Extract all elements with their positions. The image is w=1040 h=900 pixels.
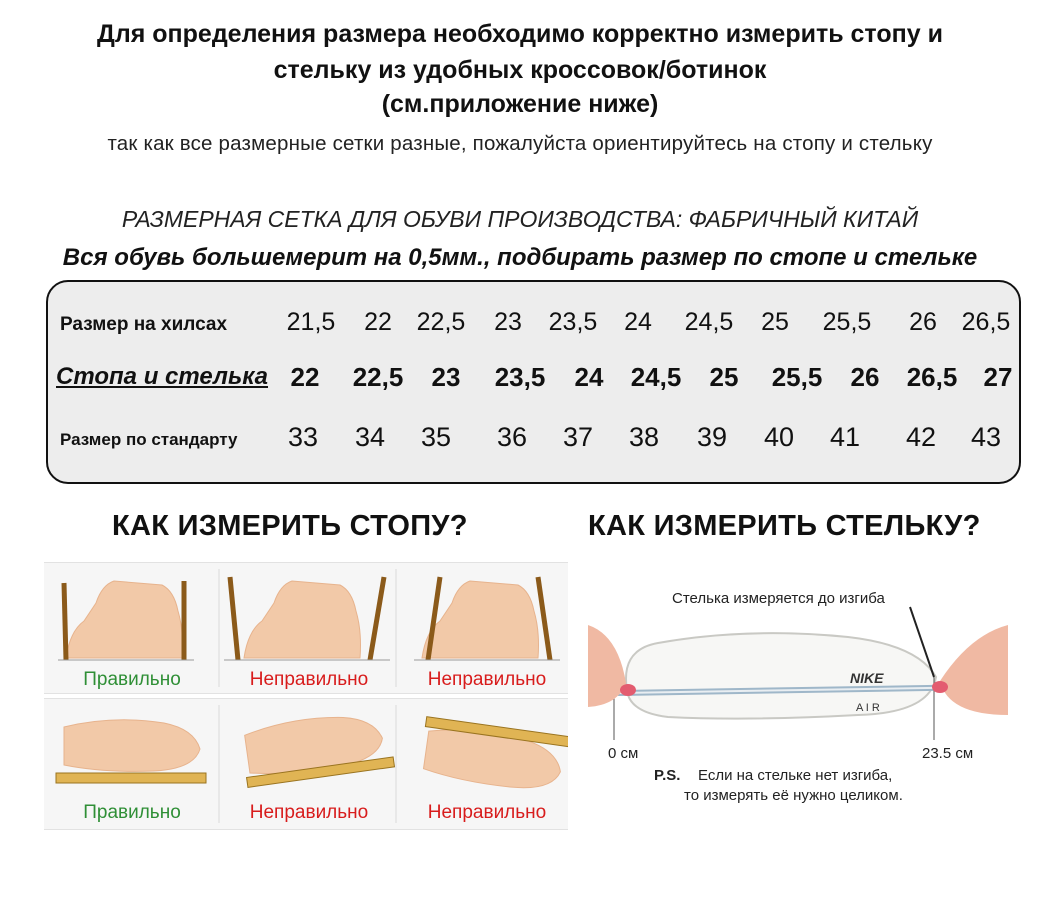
foot-top-2 [240, 708, 395, 787]
foot-figure-3 [414, 577, 560, 660]
table-cell: 40 [763, 422, 795, 452]
table-cell: 24,5 [684, 308, 734, 336]
ps-label: P.S. [654, 767, 681, 784]
insole-start-mark: 0 см [608, 745, 639, 762]
header-note: так как все размерные сетки разные, пожалуйста ориентируйтесь на стопу и стельку [107, 132, 933, 155]
header-line-1: Для определения размера необходимо корректно измерить стопу и [97, 20, 943, 48]
table-cell: 22 [364, 308, 392, 336]
foot-label-6: Неправильно [427, 802, 547, 823]
table-cell: 41 [829, 422, 861, 452]
foot-figure-1 [58, 581, 194, 660]
table-cell: 24 [574, 362, 604, 392]
size-chart-table [46, 280, 1021, 484]
table-cell: 27 [983, 362, 1013, 392]
foot-label-1: Правильно [83, 669, 181, 690]
foot-label-2: Неправильно [249, 669, 369, 690]
foot-label-3: Неправильно [427, 669, 547, 690]
row-label-heels: Размер на хилсах [60, 314, 228, 335]
table-cell: 35 [420, 422, 452, 452]
size-chart-subtitle: Вся обувь большемерит на 0,5мм., подбирать размер по стопе и стельке [62, 244, 978, 271]
table-cell: 23 [494, 308, 522, 336]
foot-top-3 [419, 717, 568, 795]
header-line-2: стельку из удобных кроссовок/ботинок [273, 56, 767, 84]
foot-figure-2 [224, 577, 390, 660]
table-cell: 26 [850, 362, 880, 392]
table-cell: 26 [909, 308, 937, 336]
table-cell: 22,5 [352, 362, 404, 392]
table-cell: 23,5 [548, 308, 598, 336]
table-cell: 42 [905, 422, 937, 452]
insole-end-mark: 23.5 см [922, 745, 974, 762]
insole-heading: КАК ИЗМЕРИТЬ СТЕЛЬКУ? [588, 510, 981, 542]
table-cell: 34 [354, 422, 386, 452]
header-line-3: (см.приложение ниже) [381, 90, 659, 118]
table-cell: 23 [431, 362, 461, 392]
table-cell: 39 [696, 422, 728, 452]
brand-logo: NIKE [850, 670, 884, 686]
foot-horizontal-panel [44, 698, 568, 830]
row-label-standard: Размер по стандарту [60, 430, 238, 449]
table-cell: 25,5 [771, 362, 823, 392]
ps-line-2: то измерять её нужно целиком. [684, 787, 903, 804]
table-cell: 26,5 [961, 308, 1011, 336]
insole-callout: Стелька измеряется до изгиба [672, 590, 885, 607]
table-cell: 24 [624, 308, 652, 336]
insole-illustration [588, 565, 1008, 815]
table-cell: 24,5 [630, 362, 682, 392]
table-cell: 25 [761, 308, 789, 336]
table-cell: 25,5 [822, 308, 872, 336]
ps-line-1: Если на стельке нет изгиба, [698, 767, 893, 784]
row-label-foot-insole: Стопа и стелька [56, 363, 269, 390]
table-cell: 37 [562, 422, 594, 452]
table-cell: 26,5 [906, 362, 958, 392]
table-cell: 22,5 [416, 308, 466, 336]
table-cell: 33 [287, 422, 319, 452]
foot-label-4: Правильно [83, 802, 181, 823]
brand-sub: A I R [856, 702, 880, 714]
size-chart-title: РАЗМЕРНАЯ СЕТКА ДЛЯ ОБУВИ ПРОИЗВОДСТВА: ФАБРИЧНЫЙ КИТАЙ [121, 206, 919, 232]
foot-vertical-panel [44, 562, 568, 694]
table-cell: 25 [709, 362, 739, 392]
table-cell: 23,5 [494, 362, 546, 392]
foot-heading: КАК ИЗМЕРИТЬ СТОПУ? [112, 510, 468, 542]
table-cell: 21,5 [286, 308, 336, 336]
table-cell: 22 [290, 362, 320, 392]
table-cell: 36 [496, 422, 528, 452]
foot-label-5: Неправильно [249, 802, 369, 823]
table-cell: 43 [970, 422, 1002, 452]
table-cell: 38 [628, 422, 660, 452]
foot-top-1 [56, 720, 206, 783]
